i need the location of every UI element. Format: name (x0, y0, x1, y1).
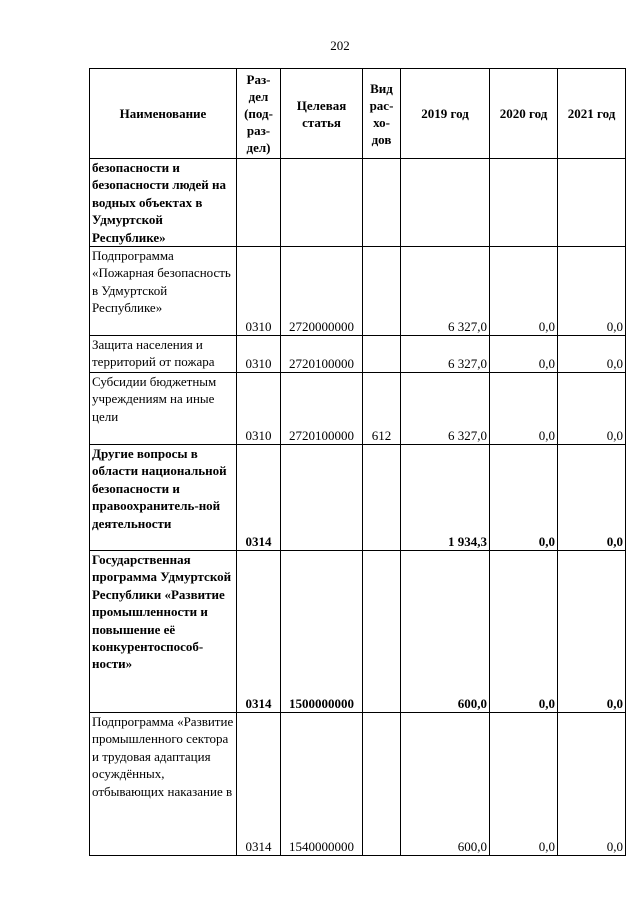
row-section: 0314 (237, 445, 281, 551)
row-2019 (401, 159, 490, 247)
row-2020: 0,0 (490, 713, 558, 856)
row-name: Подпрограмма «Пожарная безопасность в Удмуртской Республике» (90, 247, 237, 336)
table-row (90, 445, 626, 551)
header-target (281, 69, 363, 159)
row-section (237, 159, 281, 247)
row-name: безопасности и безопасности людей на водных объектах в Удмуртской Республике» (90, 159, 237, 247)
row-type (363, 713, 401, 856)
row-2021: 0,0 (558, 373, 626, 445)
row-section: 0310 (237, 373, 281, 445)
row-2020 (490, 159, 558, 247)
row-section: 0310 (237, 247, 281, 336)
row-type (363, 551, 401, 713)
row-name: Защита населения и территорий от пожара (90, 336, 237, 373)
row-section: 0314 (237, 551, 281, 713)
row-2021: 0,0 (558, 445, 626, 551)
header-section-text: Раз- дел (под- раз- дел) (244, 72, 273, 155)
table-row (90, 551, 626, 713)
row-type (363, 445, 401, 551)
row-target: 1540000000 (281, 713, 363, 856)
row-2021 (558, 159, 626, 247)
row-2020: 0,0 (490, 445, 558, 551)
row-2019: 600,0 (401, 551, 490, 713)
table-row (90, 713, 626, 856)
header-section (237, 69, 281, 159)
header-2019: 2019 год (401, 69, 490, 159)
header-2020: 2020 год (490, 69, 558, 159)
table-row (90, 373, 626, 445)
row-2020: 0,0 (490, 336, 558, 373)
row-2019: 6 327,0 (401, 336, 490, 373)
row-target (281, 445, 363, 551)
header-target-text: Целевая статья (296, 97, 347, 130)
row-target: 1500000000 (281, 551, 363, 713)
header-row (90, 69, 626, 159)
header-type-text: Вид рас- хо- дов (369, 80, 394, 147)
table-row (90, 336, 626, 373)
row-2021: 0,0 (558, 551, 626, 713)
table-row (90, 247, 626, 336)
row-target: 2720100000 (281, 373, 363, 445)
header-type (363, 69, 401, 159)
row-type: 612 (363, 373, 401, 445)
row-target (281, 159, 363, 247)
row-target: 2720100000 (281, 336, 363, 373)
row-type (363, 247, 401, 336)
row-name: Государственная программа Удмуртской Республики «Развитие промышленности и повышение её конкурентоспособ-ности» (90, 551, 237, 713)
table-row (90, 159, 626, 247)
row-2019: 1 934,3 (401, 445, 490, 551)
row-section: 0314 (237, 713, 281, 856)
row-2020: 0,0 (490, 373, 558, 445)
row-2019: 6 327,0 (401, 247, 490, 336)
row-name: Другие вопросы в области национальной безопасности и правоохранитель-ной деятельности (90, 445, 237, 551)
header-name: Наименование (90, 69, 237, 159)
row-2021: 0,0 (558, 247, 626, 336)
row-2021: 0,0 (558, 713, 626, 856)
row-2020: 0,0 (490, 247, 558, 336)
row-2019: 600,0 (401, 713, 490, 856)
row-target: 2720000000 (281, 247, 363, 336)
row-2020: 0,0 (490, 551, 558, 713)
header-2021: 2021 год (558, 69, 626, 159)
row-type (363, 159, 401, 247)
row-2021: 0,0 (558, 336, 626, 373)
row-2019: 6 327,0 (401, 373, 490, 445)
row-name: Подпрограмма «Развитие промышленного сектора и трудовая адаптация осуждённых, отбывающих наказание в (90, 713, 237, 856)
budget-table (89, 68, 626, 856)
row-name: Субсидии бюджетным учреждениям на иные цели (90, 373, 237, 445)
page-number: 202 (330, 38, 350, 53)
row-section: 0310 (237, 336, 281, 373)
row-type (363, 336, 401, 373)
